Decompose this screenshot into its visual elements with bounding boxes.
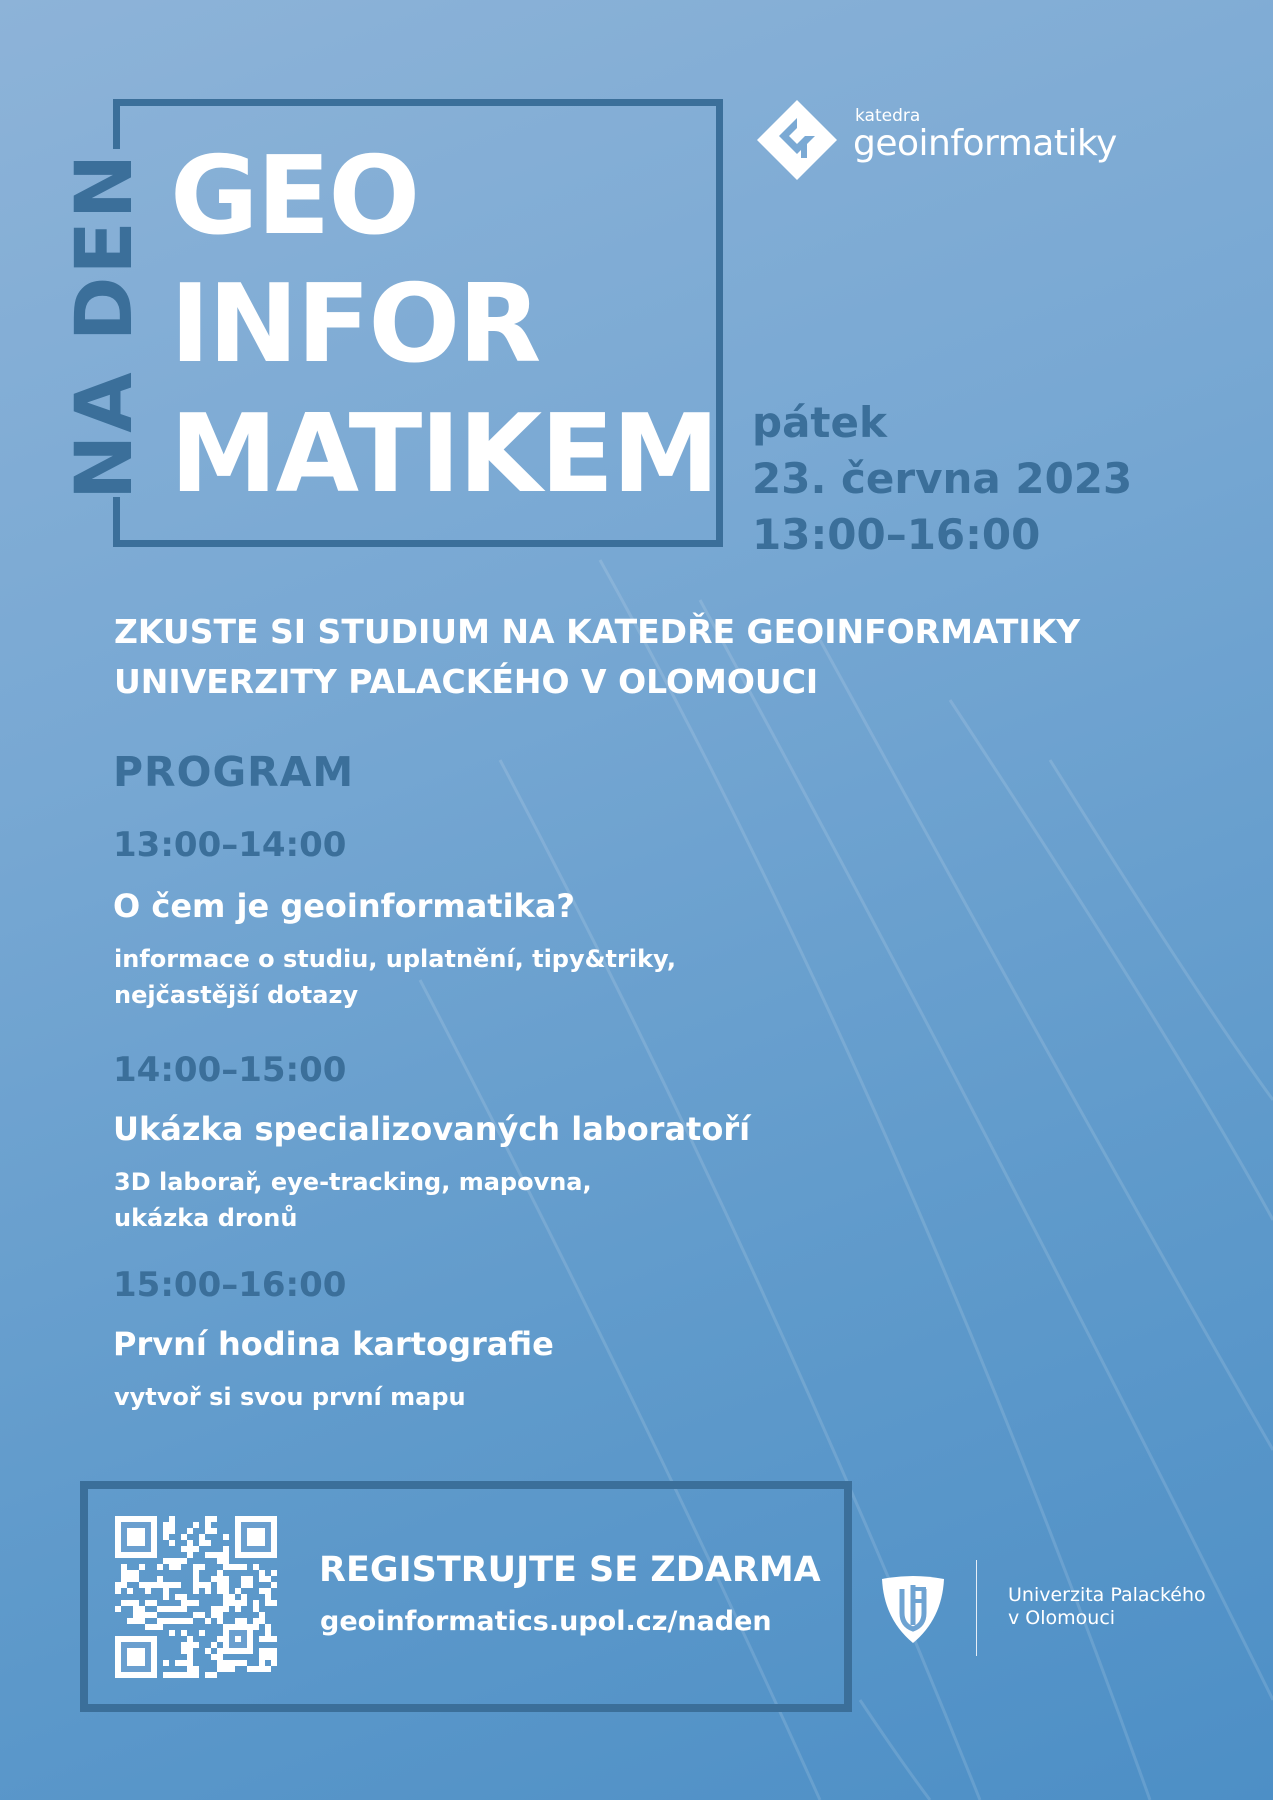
subtitle-line-2: UNIVERZITY PALACKÉHO V OLOMOUCI	[114, 662, 819, 701]
slot-2-desc-line-2: ukázka dronů	[114, 1204, 298, 1232]
registration-title: REGISTRUJTE SE ZDARMA	[319, 1550, 821, 1590]
qr-code-icon[interactable]	[115, 1516, 277, 1678]
registration-link[interactable]: geoinformatics.upol.cz/naden	[320, 1606, 772, 1637]
program-heading: PROGRAM	[113, 748, 355, 796]
side-label: NA DEN	[60, 151, 150, 500]
university-name-line-1: Univerzita Palackého	[1008, 1584, 1206, 1606]
subtitle	[114, 607, 1080, 707]
slot-2-title: Ukázka specializovaných laboratoří	[113, 1110, 751, 1148]
slot-2-desc-line-1: 3D laborař, eye-tracking, mapovna,	[114, 1168, 592, 1196]
logo-text-small: katedra	[855, 106, 921, 126]
slot-3-desc-line-1: vytvoř si svou první mapu	[114, 1383, 466, 1411]
slot-3-time: 15:00–16:00	[113, 1265, 347, 1305]
event-day: pátek	[752, 398, 887, 447]
slot-1-desc-line-2: nejčastější dotazy	[114, 981, 359, 1009]
title-line-1: GEO	[170, 134, 419, 259]
subtitle-line-1: ZKUSTE SI STUDIUM NA KATEDŘE GEOINFORMATIKY	[114, 612, 1081, 651]
title-line-2: INFOR	[170, 262, 540, 387]
slot-2-desc	[114, 1164, 592, 1236]
event-date: 23. června 2023	[752, 454, 1133, 503]
logo-text-big: geoinformatiky	[853, 123, 1117, 164]
slot-1-time: 13:00–14:00	[113, 825, 347, 865]
university-name	[1008, 1584, 1206, 1630]
slot-1-title: O čem je geoinformatika?	[113, 887, 575, 925]
event-date-block	[752, 395, 1132, 563]
slot-3-title: První hodina kartografie	[113, 1325, 554, 1363]
slot-1-desc-line-1: informace o studiu, uplatnění, tipy&triky,	[114, 945, 676, 973]
title-frame-left-upper	[113, 99, 120, 149]
university-name-line-2: v Olomouci	[1008, 1607, 1116, 1629]
title-line-3: MATIKEM	[170, 392, 718, 517]
department-logo-icon	[757, 100, 837, 180]
event-time: 13:00–16:00	[752, 510, 1041, 559]
university-divider	[976, 1560, 977, 1656]
university-shield-icon	[880, 1575, 946, 1645]
slot-3-desc	[114, 1379, 466, 1415]
title-frame-left-lower	[113, 497, 120, 547]
slot-1-desc	[114, 941, 676, 1013]
slot-2-time: 14:00–15:00	[113, 1050, 347, 1090]
